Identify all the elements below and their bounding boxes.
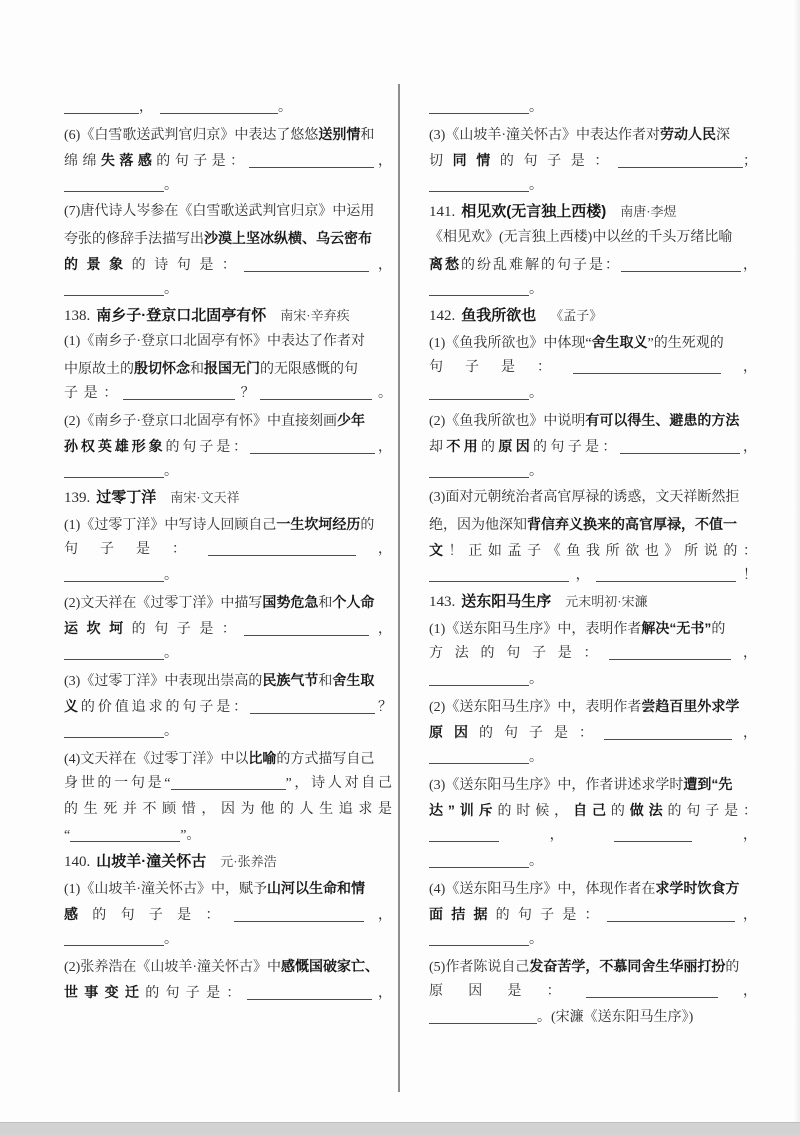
answer-blank — [123, 387, 235, 400]
text-line — [429, 563, 757, 589]
body-text: 句子是： — [64, 542, 208, 557]
body-text: 的方式描写自己 — [276, 752, 375, 767]
section-author: 元末明初·宋濂 — [565, 594, 648, 609]
body-text: 的时候， — [497, 804, 574, 819]
body-text: ， — [373, 154, 393, 169]
section-number: 141. — [429, 204, 456, 220]
body-text: 句子是： — [429, 360, 573, 375]
body-text: 。 — [164, 568, 178, 583]
emphasis-text: 面拮据 — [429, 906, 496, 922]
emphasis-text: 世事变迁 — [64, 984, 146, 1000]
text-line — [64, 745, 392, 771]
body-text: (2)张养浩在《山坡羊·潼关怀古》中 — [64, 960, 281, 975]
emphasis-text: 国势危急 — [262, 594, 319, 610]
text-line — [429, 641, 757, 667]
text-line — [64, 771, 392, 797]
body-text: (2)《鱼我所欲也》中说明 — [429, 414, 586, 429]
emphasis-text: 同情 — [452, 152, 500, 168]
section-number: 138. — [64, 308, 91, 324]
section-heading — [64, 485, 392, 511]
answer-blank — [596, 569, 736, 582]
emphasis-text: 失落感 — [100, 152, 157, 168]
text-line — [64, 953, 392, 979]
text-line — [429, 355, 757, 381]
body-text: 的句子是： — [156, 154, 249, 169]
answer-blank — [70, 829, 180, 842]
text-line — [64, 459, 392, 485]
emphasis-text: 殷切怀念 — [134, 360, 190, 376]
text-line — [64, 225, 392, 251]
emphasis-text: 沙漠上坚冰纵横、乌云密布 — [204, 230, 372, 246]
text-line — [64, 901, 392, 927]
body-text: (1)《山坡羊·潼关怀古》中，赋予 — [64, 882, 267, 897]
answer-blank — [429, 1011, 537, 1024]
answer-blank — [64, 933, 164, 946]
body-text: ”。 — [180, 828, 201, 843]
answer-blank — [614, 829, 692, 842]
answer-blank — [429, 283, 529, 296]
answer-blank — [64, 647, 164, 660]
text-line — [64, 433, 392, 459]
emphasis-text: 解决“无书” — [641, 620, 712, 636]
right-column — [429, 95, 757, 1031]
body-text: 。 — [529, 672, 543, 687]
answer-blank — [429, 387, 529, 400]
emphasis-text: 孙权英雄形象 — [64, 438, 166, 454]
text-line — [64, 563, 392, 589]
emphasis-text: 个人命 — [332, 594, 375, 610]
body-text: 和 — [190, 362, 204, 377]
emphasis-text: 求学时饮食方 — [655, 880, 740, 896]
body-text: 的句子是： — [495, 908, 607, 923]
text-line — [429, 485, 757, 511]
text-line — [64, 615, 392, 641]
page-right-edge — [794, 0, 800, 1134]
text-line — [429, 173, 757, 199]
body-text: (3)《山坡羊·潼关怀古》中表达作者对 — [429, 128, 660, 143]
text-line — [64, 121, 392, 147]
body-text: 和 — [318, 674, 333, 689]
text-line — [429, 251, 757, 277]
body-text: 。 — [529, 854, 543, 869]
answer-blank — [429, 933, 529, 946]
body-text: (2)文天祥在《过零丁洋》中描写 — [64, 596, 263, 611]
body-text: 。 — [164, 282, 178, 297]
answer-blank — [620, 441, 740, 454]
text-line — [429, 953, 757, 979]
answer-blank — [429, 569, 569, 582]
body-text: 原因是： — [429, 984, 586, 999]
emphasis-text: 山河以生命和情 — [267, 880, 365, 896]
text-line — [64, 641, 392, 667]
answer-blank — [621, 259, 741, 272]
answer-blank — [429, 179, 529, 192]
body-text: 的 — [610, 804, 630, 819]
text-line — [64, 823, 392, 849]
body-text: 的无限感慨的句 — [260, 362, 358, 377]
text-line — [64, 277, 392, 303]
body-text: 的生死并不顾惜，因为他的人生追求是 — [64, 802, 392, 817]
body-text: 的句子是： — [145, 986, 247, 1001]
body-text: “ — [64, 828, 71, 843]
answer-blank — [607, 909, 735, 922]
answer-blank — [244, 259, 369, 272]
text-line — [64, 979, 392, 1005]
body-text: 。 — [529, 100, 543, 115]
body-text: ， — [356, 542, 392, 557]
answer-blank — [171, 777, 286, 790]
section-title: 南乡子·登京口北固亭有怀 — [96, 307, 267, 324]
body-text: 的 — [481, 440, 499, 455]
body-text: 的 — [360, 518, 375, 533]
emphasis-text: 感 — [64, 906, 93, 922]
emphasis-text: 做法 — [629, 802, 668, 818]
emphasis-text: 送别情 — [318, 126, 361, 142]
body-text: 。 — [529, 386, 543, 401]
body-text: ， — [717, 984, 758, 999]
body-text: (7)唐代诗人岑参在《白雪歌送武判官归京》中运用 — [64, 204, 375, 219]
body-text: 。 — [164, 932, 178, 947]
body-text: 。 — [372, 386, 393, 401]
body-text: (5)作者陈说自己 — [429, 960, 530, 975]
body-text: ， — [734, 908, 758, 923]
text-line — [64, 355, 392, 381]
emphasis-text: 的景象 — [64, 256, 132, 272]
text-line — [429, 849, 757, 875]
body-text: (4)文天祥在《过零丁洋》中以 — [64, 752, 249, 767]
body-text: 绵绵 — [64, 154, 101, 169]
text-line — [429, 147, 757, 173]
body-text: 的句子是： — [533, 440, 620, 455]
body-text: ， — [369, 258, 393, 273]
body-text: 的句子是： — [667, 804, 758, 819]
answer-blank — [429, 465, 529, 478]
emphasis-text: 离愁 — [429, 256, 461, 272]
emphasis-text: 义 — [64, 698, 81, 714]
answer-blank — [64, 725, 164, 738]
body-text: ， — [732, 726, 757, 741]
text-line — [429, 277, 757, 303]
body-text: ！ — [736, 568, 758, 583]
body-text: ； — [743, 154, 757, 169]
body-text: ， — [721, 360, 757, 375]
body-text: 的 — [725, 960, 740, 975]
text-line — [64, 251, 392, 277]
answer-blank — [250, 701, 375, 714]
text-line — [429, 121, 757, 147]
body-text: (1)《鱼我所欲也》中体现“ — [429, 336, 592, 351]
emphasis-text: 尝趋百里外求学 — [641, 698, 740, 714]
text-line — [429, 537, 757, 563]
text-line — [64, 147, 392, 173]
answer-blank — [247, 987, 372, 1000]
body-text: 《相见欢》(无言独上西楼)中以丝的千头万绪比喻 — [429, 230, 733, 245]
body-text: 的纷乱难解的句子是： — [461, 258, 621, 273]
section-heading — [429, 303, 757, 329]
text-line — [429, 927, 757, 953]
text-line — [64, 797, 392, 823]
answer-blank — [64, 465, 164, 478]
text-line — [429, 875, 757, 901]
body-text: ， — [375, 440, 393, 455]
body-text: (6)《白雪歌送武判官归京》中表达了悠悠 — [64, 128, 319, 143]
body-text: 。 — [164, 646, 178, 661]
text-line — [429, 225, 757, 251]
emphasis-text: 文 — [429, 542, 449, 558]
text-line — [64, 173, 392, 199]
body-text: ， — [692, 828, 758, 843]
text-line — [64, 719, 392, 745]
emphasis-text: 民族气节 — [262, 672, 319, 688]
body-text: 。 — [164, 178, 178, 193]
emphasis-text: 报国无门 — [204, 360, 260, 376]
body-text: 。 — [529, 464, 543, 479]
body-text: 。 — [529, 932, 543, 947]
section-number: 140. — [64, 854, 91, 870]
text-line — [64, 875, 392, 901]
emphasis-text: 一生坎坷经历 — [276, 516, 361, 532]
answer-blank — [429, 673, 529, 686]
body-text: 夸张的修辞手法描写出 — [64, 232, 204, 247]
section-number: 139. — [64, 490, 91, 506]
body-text: ， — [499, 828, 615, 843]
section-title: 送东阳马生序 — [461, 593, 552, 610]
answer-blank — [244, 623, 369, 636]
body-text: ， — [569, 568, 597, 583]
body-text: 却 — [429, 440, 447, 455]
text-line — [64, 589, 392, 615]
body-text: ， — [741, 258, 757, 273]
body-text: ， — [731, 646, 757, 661]
body-text: 的句子是： — [92, 908, 234, 923]
section-author: 南宋·文天祥 — [170, 490, 240, 505]
text-line — [64, 511, 392, 537]
body-text: ！正如孟子《鱼我所欲也》所说的： — [448, 544, 757, 559]
body-text: (1)《送东阳马生序》中，表明作者 — [429, 622, 642, 637]
emphasis-text: 原因 — [429, 724, 479, 740]
text-line — [429, 797, 757, 823]
emphasis-text: 有可以得生、避患的方法 — [585, 412, 740, 428]
text-line — [429, 719, 757, 745]
text-line — [64, 537, 392, 563]
section-author: 元·张养浩 — [220, 854, 277, 869]
answer-blank — [573, 361, 721, 374]
text-line — [429, 693, 757, 719]
answer-blank — [429, 751, 529, 764]
answer-blank — [250, 441, 375, 454]
text-line — [429, 381, 757, 407]
body-text: (2)《送东阳马生序》中，表明作者 — [429, 700, 642, 715]
text-line — [64, 199, 392, 225]
emphasis-text: 少年 — [337, 412, 365, 428]
body-text: ， — [369, 622, 393, 637]
emphasis-text: 感慨国破家亡、 — [281, 958, 379, 974]
text-line — [429, 823, 757, 849]
answer-blank — [64, 101, 139, 114]
left-column — [64, 95, 392, 1005]
body-text: 。 — [278, 100, 292, 115]
section-heading — [429, 589, 757, 615]
text-line — [64, 407, 392, 433]
text-line — [64, 693, 392, 719]
answer-blank — [234, 909, 364, 922]
emphasis-text: 发奋苦学，不慕同舍生华丽打扮 — [529, 958, 726, 974]
text-line — [64, 95, 392, 121]
text-line — [429, 901, 757, 927]
emphasis-text: 原因 — [498, 438, 534, 454]
body-text: 和 — [360, 128, 375, 143]
body-text: 的 — [711, 622, 726, 637]
emphasis-text: 运坎坷 — [64, 620, 132, 636]
body-text: (3)《送东阳马生序》中，作者讲述求学时 — [429, 778, 684, 793]
body-text: 的诗句是： — [131, 258, 245, 273]
body-text: 。 — [529, 750, 543, 765]
body-text: 的句子是： — [131, 622, 245, 637]
body-text: ， — [739, 440, 758, 455]
answer-blank — [429, 101, 529, 114]
emphasis-text: 舍生取 — [332, 672, 375, 688]
section-title: 山坡羊·潼关怀古 — [96, 853, 207, 870]
body-text: 的句子是： — [165, 440, 251, 455]
body-text: (3)面对元朝统治者高官厚禄的诱惑，文天祥断然拒 — [429, 490, 740, 505]
body-text: 子是： — [64, 386, 123, 401]
emphasis-text: 遭到“先 — [683, 776, 733, 792]
body-text: 的句子是： — [499, 154, 618, 169]
body-text: 深 — [716, 128, 730, 143]
section-author: 《孟子》 — [550, 308, 603, 323]
body-text: ， — [363, 908, 393, 923]
column-divider — [398, 84, 400, 1092]
text-line — [429, 771, 757, 797]
text-line — [429, 459, 757, 485]
text-line — [64, 927, 392, 953]
text-line — [429, 667, 757, 693]
text-line — [429, 511, 757, 537]
body-text: (3)《过零丁洋》中表现出崇高的 — [64, 674, 263, 689]
answer-blank — [429, 829, 499, 842]
section-heading — [64, 303, 392, 329]
emphasis-text: 舍生取义 — [591, 334, 648, 350]
body-text: 的价值追求的句子是： — [80, 700, 251, 715]
page-bottom-edge — [0, 1122, 800, 1135]
section-number: 143. — [429, 594, 456, 610]
text-line — [429, 95, 757, 121]
body-text: ”的生死观的 — [647, 336, 724, 351]
body-text: 。 — [529, 178, 543, 193]
body-text: ？ — [235, 386, 261, 401]
text-line — [429, 1005, 757, 1031]
text-line — [429, 329, 757, 355]
answer-blank — [604, 727, 732, 740]
body-text: ， — [371, 986, 393, 1001]
body-text: (1)《过零丁洋》中写诗人回顾自己 — [64, 518, 277, 533]
answer-blank — [618, 155, 743, 168]
answer-blank — [64, 283, 164, 296]
body-text: 。 — [164, 724, 178, 739]
body-text: 身世的一句是“ — [64, 776, 171, 791]
answer-blank — [260, 387, 372, 400]
body-text: (1)《南乡子·登京口北固亭有怀》中表达了作者对 — [64, 334, 365, 349]
body-text: 的句子是： — [479, 726, 604, 741]
emphasis-text: 达”训斥 — [429, 802, 498, 818]
section-author: 南宋·辛弃疾 — [280, 308, 350, 323]
answer-blank — [586, 985, 718, 998]
text-line — [64, 381, 392, 407]
body-text: 和 — [318, 596, 333, 611]
text-line — [64, 667, 392, 693]
section-number: 142. — [429, 308, 456, 324]
text-line — [429, 407, 757, 433]
body-text: 。 — [164, 464, 178, 479]
body-text: 中原故土的 — [64, 362, 134, 377]
section-title: 鱼我所欲也 — [461, 307, 537, 324]
answer-blank — [609, 647, 731, 660]
answer-blank — [429, 855, 529, 868]
body-text: 切 — [429, 154, 453, 169]
answer-blank — [160, 101, 278, 114]
answer-blank — [249, 155, 374, 168]
text-line — [429, 433, 757, 459]
body-text: 绝，因为他深知 — [429, 518, 527, 533]
answer-blank — [64, 179, 164, 192]
body-text: ， — [139, 100, 160, 115]
section-heading — [429, 199, 757, 225]
text-line — [429, 745, 757, 771]
body-text: 。 — [529, 282, 543, 297]
section-title: 相见欢(无言独上西楼) — [461, 203, 607, 220]
body-text: (2)《南乡子·登京口北固亭有怀》中直接刻画 — [64, 414, 337, 429]
emphasis-text: 自己 — [573, 802, 611, 818]
emphasis-text: 不用 — [446, 438, 482, 454]
emphasis-text: 比喻 — [248, 750, 277, 766]
section-heading — [64, 849, 392, 875]
section-title: 过零丁洋 — [96, 489, 157, 506]
section-author: 南唐·李煜 — [620, 204, 677, 219]
body-text: 。(宋濂《送东阳马生序》) — [537, 1010, 694, 1025]
body-text: ”，诗人对自己 — [285, 776, 392, 791]
text-line — [64, 329, 392, 355]
body-text: ？ — [375, 700, 393, 715]
body-text: (4)《送东阳马生序》中，体现作者在 — [429, 882, 656, 897]
text-line — [429, 615, 757, 641]
emphasis-text: 劳动人民 — [660, 126, 716, 142]
text-line — [429, 979, 757, 1005]
body-text: 方法的句子是： — [429, 646, 610, 661]
answer-blank — [64, 569, 164, 582]
emphasis-text: 背信弃义换来的高官厚禄，不值一 — [527, 516, 737, 532]
answer-blank — [208, 543, 356, 556]
